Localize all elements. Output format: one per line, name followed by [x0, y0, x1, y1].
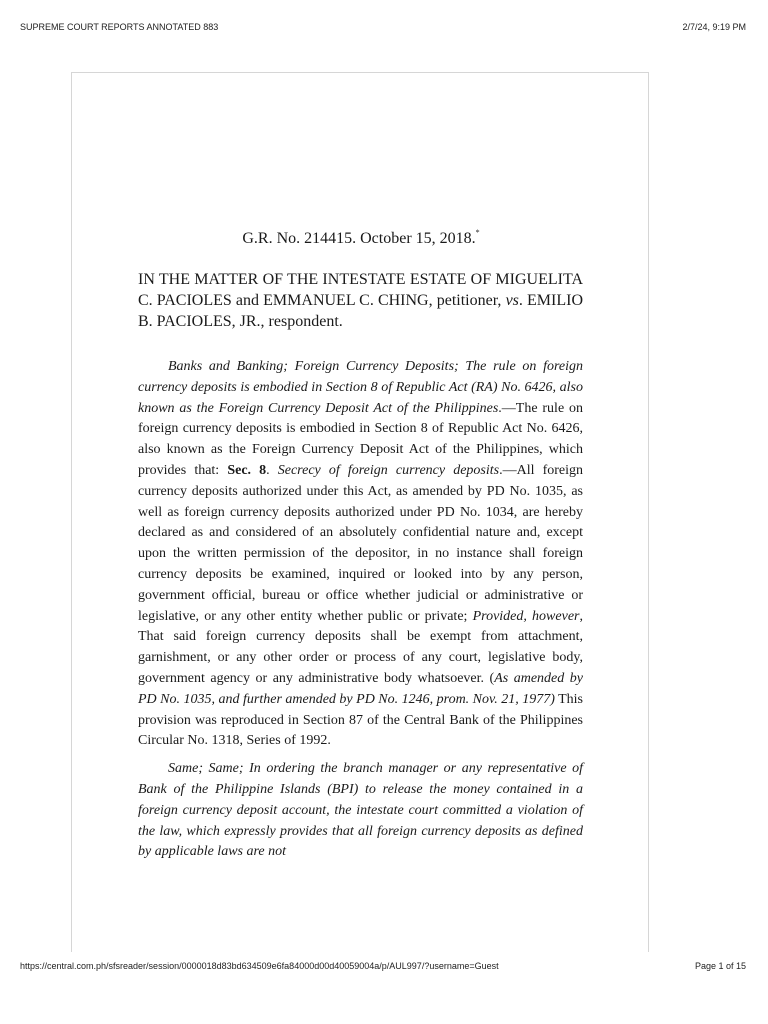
caption-vs: vs: [505, 292, 519, 309]
syllabus-text: .—All foreign currency deposits authorized under this Act, as amended by PD No. 1035, as well as foreign currency deposits authorized under PD No. 1034, are hereby declared as and considered of an absolutely confidential nature and, except upon the written permission of the depositor, in no instance shall foreign currency deposits be examined, inquired or looked into by any person, government official, bureau or office whether judicial or administrative or legislative, or any other entity whether public or private;: [138, 462, 584, 624]
syllabus-text: This provision was reproduced in Section 87 of the Central Bank of the Philippines Circular No. 1318, Series of 1992.: [138, 691, 583, 749]
amendment-note: As amended by PD No. 1035, and further amended by PD No. 1246, prom. Nov. 21, 1977): [138, 670, 583, 707]
case-number: [72, 230, 649, 248]
syllabus-text: , That said foreign currency deposits shall be exempt from attachment, garnishment, or any other order or process of any court, legislative body, government agency or any administrative body whatsoever. (: [138, 608, 583, 686]
document-page: [71, 72, 649, 952]
case-caption: [138, 269, 583, 332]
syllabus-head: Banks and Banking; Foreign Currency Deposits; The rule on foreign currency deposits is embodied in Section 8 of Republic Act (RA) No. 6426, also known as the Foreign Currency Deposit Act of the Philippines: [138, 359, 583, 416]
syllabus: [138, 357, 583, 870]
print-header-datetime: 2/7/24, 9:19 PM: [682, 22, 746, 32]
section-label: Sec. 8: [227, 462, 267, 478]
syllabus-paragraph: [138, 357, 583, 752]
footnote-mark[interactable]: *: [475, 228, 480, 237]
caption-part-1: IN THE MATTER OF THE INTESTATE ESTATE OF MIGUELITA C. PACIOLES and EMMANUEL C. CHING, petitioner,: [138, 271, 583, 309]
syllabus-head: Same; Same; In ordering the branch manager or any representative of Bank of the Philippine Islands (BPI) to release the money contained in a foreign currency deposit account, the intestate court committed a violation of the law, which expressly provides that all foreign currency deposits as defined by applicable laws are not: [138, 761, 583, 860]
print-header-title: SUPREME COURT REPORTS ANNOTATED 883: [20, 22, 219, 32]
print-footer-page: Page 1 of 15: [694, 961, 746, 971]
proviso: Provided, however: [472, 608, 580, 624]
syllabus-text: .: [266, 462, 278, 478]
section-title: Secrecy of foreign currency deposits: [277, 462, 500, 478]
caption-part-2: . EMILIO B. PACIOLES, JR., respondent.: [138, 292, 584, 330]
case-number-text: G.R. No. 214415. October 15, 2018.: [242, 230, 476, 247]
syllabus-text: .—The rule on foreign currency deposits is embodied in Section 8 of Republic Act No. 6426, also known as the Foreign Currency Deposit Act of the Philippines, which provides that:: [138, 400, 584, 478]
syllabus-paragraph: [138, 759, 583, 863]
print-footer-url: https://central.com.ph/sfsreader/session/0000018d83bd634509e6fa84000d00d40059004a/p/AUL997/?username=Guest: [20, 961, 499, 971]
